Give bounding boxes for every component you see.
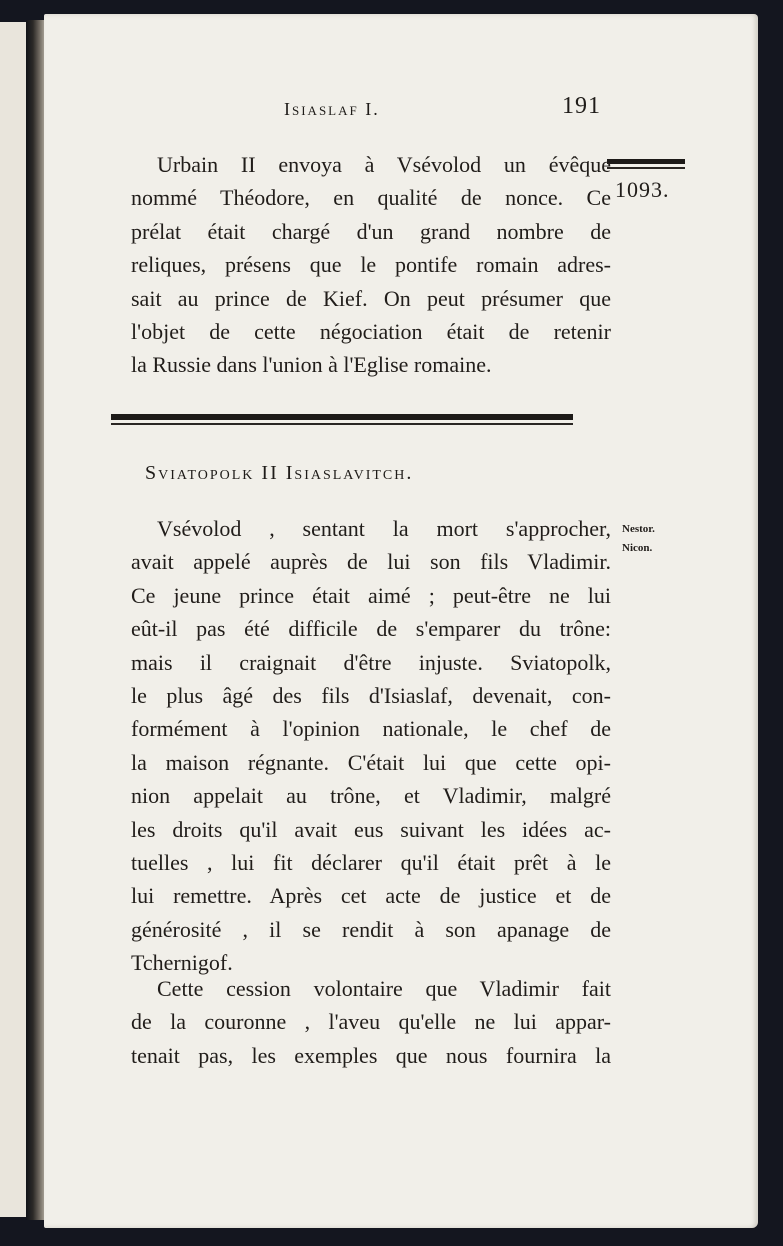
paragraph-1 [131, 148, 611, 382]
margin-double-rule [607, 159, 685, 171]
text-line: Tchernigof. [131, 950, 233, 976]
text-line: tuelles , lui fit déclarer qu'il était prêt à le [131, 850, 611, 876]
running-head [44, 87, 758, 127]
text-line: Vsévolod , sentant la mort s'approcher, [157, 516, 611, 541]
paragraph-2 [131, 512, 611, 980]
book-page [44, 14, 758, 1228]
text-line: l'objet de cette négociation était de retenir [131, 319, 611, 345]
text-line: de la couronne , l'aveu qu'elle ne lui appar- [131, 1009, 611, 1035]
text-line: prélat était chargé d'un grand nombre de [131, 218, 611, 244]
text-line: la Russie dans l'union à l'Eglise romaine. [131, 352, 492, 378]
rule-thin [111, 423, 573, 425]
text-line: Urbain II envoya à Vsévolod un évêque [157, 152, 611, 177]
text-line: les droits qu'il avait eus suivant les idées ac- [131, 816, 611, 842]
text-line: tenait pas, les exemples que nous fournira la [131, 1042, 611, 1068]
running-head-title: Isiaslaf I. [284, 99, 380, 119]
text-line: eût-il pas été difficile de s'emparer du trône: [131, 616, 611, 642]
paragraph-3 [131, 972, 611, 1072]
margin-source-note: Nestor. [622, 523, 655, 535]
page-number: 191 [562, 93, 601, 119]
text-line: Ce jeune prince était aimé ; peut-être ne lui [131, 582, 611, 608]
section-heading: Sviatopolk II Isiaslavitch. [145, 462, 414, 484]
text-line: générosité , il se rendit à son apanage de [131, 916, 611, 942]
text-line: reliques, présens que le pontife romain adres- [131, 252, 611, 278]
margin-year: 1093. [615, 177, 670, 202]
rule-thick [111, 414, 573, 420]
text-line: mais il craignait d'être injuste. Sviatopolk, [131, 649, 611, 675]
section-divider [111, 414, 573, 426]
text-line: lui remettre. Après cet acte de justice et de [131, 883, 611, 909]
facing-page-edge [0, 22, 26, 1217]
text-line: la maison régnante. C'était lui que cette opi- [131, 749, 611, 775]
text-line: Cette cession volontaire que Vladimir fait [157, 976, 611, 1001]
rule-thick [607, 159, 685, 164]
text-line: avait appelé auprès de lui son fils Vladimir. [131, 549, 611, 575]
text-line: le plus âgé des fils d'Isiaslaf, devenait, con- [131, 683, 611, 709]
text-line: formément à l'opinion nationale, le chef de [131, 716, 611, 742]
text-line: nommé Théodore, en qualité de nonce. Ce [131, 185, 611, 211]
text-line: nion appelait au trône, et Vladimir, malgré [131, 783, 611, 809]
book-gutter [26, 20, 46, 1220]
margin-source-note: Nicon. [622, 542, 653, 554]
rule-thin [607, 167, 685, 169]
text-line: sait au prince de Kief. On peut présumer que [131, 285, 611, 311]
